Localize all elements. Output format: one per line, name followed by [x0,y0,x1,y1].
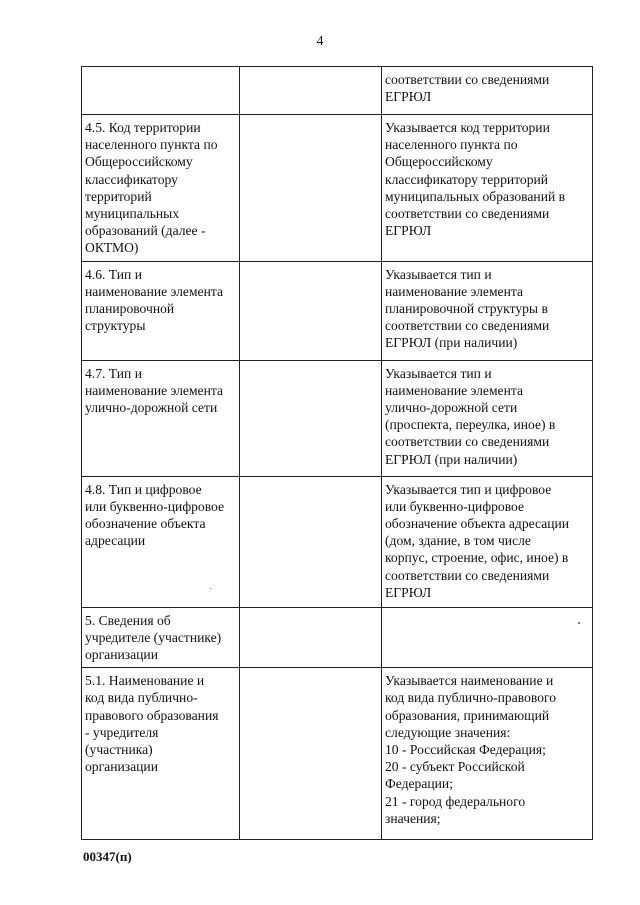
table-row [82,607,593,668]
field-name-cell: 4.5. Код территории населенного пункта по Общероссийскому классификатору территорий муниципальных образований (далее - ОКТМО) [82,115,240,262]
field-value-cell [240,261,382,360]
table-row [82,360,593,476]
scan-speck [578,622,580,624]
field-description-cell: Указывается код территории населенного пункта по Общероссийскому классификатору территорий муниципальных образований в соответствии со сведениями ЕГРЮЛ [382,115,593,262]
field-name-cell: 5.1. Наименование и код вида публично- правового образования - учредителя (участника) организации [82,668,240,840]
field-value-cell [240,360,382,476]
field-name-cell [82,67,240,115]
table-row [82,67,593,115]
field-name-cell: 5. Сведения об учредителе (участнике) организации [82,607,240,668]
field-name-cell: 4.7. Тип и наименование элемента улично-дорожной сети [82,360,240,476]
field-name-cell: 4.6. Тип и наименование элемента планировочной структуры [82,261,240,360]
field-value-cell [240,67,382,115]
field-description-cell: Указывается наименование и код вида публично-правового образования, принимающий следующие значения: 10 - Российская Федерация; 20 - субъект Российской Федерации; 21 - город федерального значения; [382,668,593,840]
table-row [82,476,593,607]
page-number: 4 [316,34,324,49]
document-code: 00347(п) [83,849,132,864]
scan-speck [210,588,211,589]
field-description-cell: Указывается тип и наименование элемента улично-дорожной сети (проспекта, переулка, иное) в соответствии со сведениями ЕГРЮЛ (при наличии) [382,360,593,476]
field-description-cell: Указывается тип и цифровое или буквенно-цифровое обозначение объекта адресации (дом, здание, в том числе корпус, строение, офис, иное) в соответствии со сведениями ЕГРЮЛ [382,476,593,607]
field-value-cell [240,115,382,262]
field-description-cell: соответствии со сведениями ЕГРЮЛ [382,67,593,115]
document-table [81,66,593,840]
field-value-cell [240,607,382,668]
field-value-cell [240,668,382,840]
field-name-cell: 4.8. Тип и цифровое или буквенно-цифровое обозначение объекта адресации [82,476,240,607]
table-row [82,115,593,262]
table-row [82,668,593,840]
field-description-cell [382,607,593,668]
field-description-cell: Указывается тип и наименование элемента планировочной структуры в соответствии со сведениями ЕГРЮЛ (при наличии) [382,261,593,360]
table-row [82,261,593,360]
field-value-cell [240,476,382,607]
